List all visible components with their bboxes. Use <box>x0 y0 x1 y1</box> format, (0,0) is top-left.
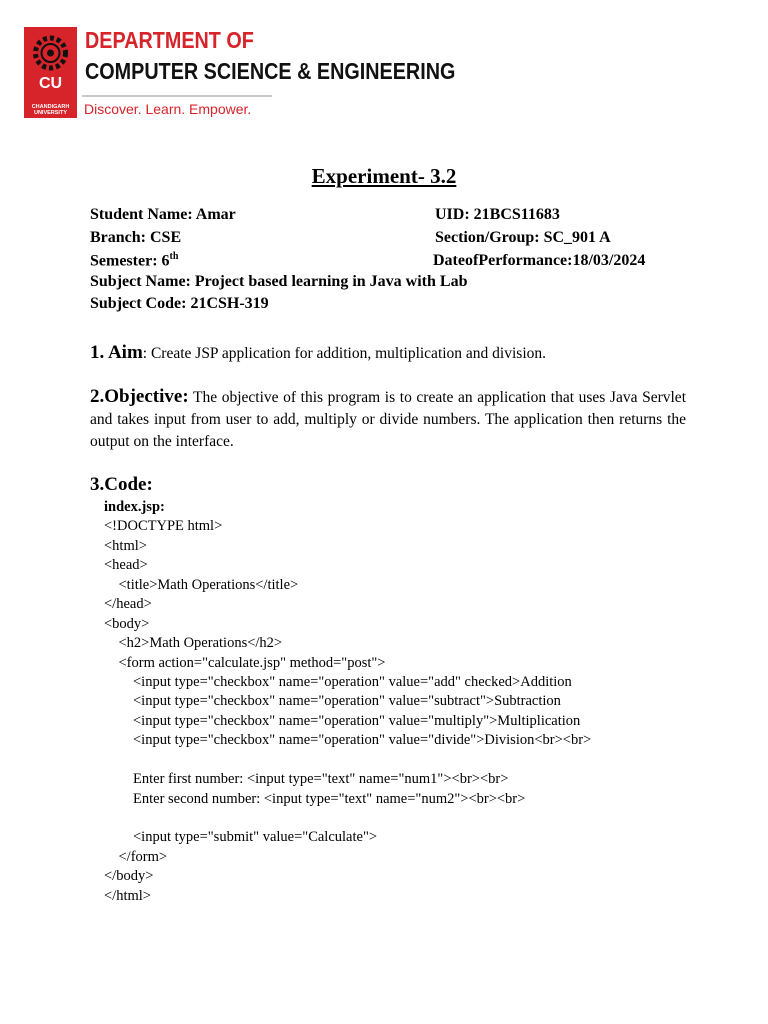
logo-cu-text: CU <box>38 75 63 92</box>
department-title-line1: DEPARTMENT OF <box>85 27 254 53</box>
logo-university-name: CHANDIGARH UNIVERSITY <box>31 104 70 116</box>
code-block <box>104 498 591 906</box>
branch: Branch: CSE <box>90 229 182 246</box>
section-group: Section/Group: SC_901 A <box>435 229 611 246</box>
code-line: <form action="calculate.jsp" method="post"> <box>104 654 386 671</box>
code-line: <html> <box>104 537 147 554</box>
aim-section <box>90 342 686 365</box>
code-line: <input type="checkbox" name="operation" value="multiply">Multiplication <box>104 712 581 729</box>
code-line: <h2>Math Operations</h2> <box>104 635 283 652</box>
code-heading: 3.Code: <box>90 474 153 495</box>
code-lines <box>104 517 591 906</box>
code-line: Enter second number: <input type="text" name="num2"><br><br> <box>104 790 526 807</box>
tagline: Discover. Learn. Empower. <box>84 101 252 117</box>
subject-name: Subject Name: Project based learning in Java with Lab <box>90 273 468 290</box>
department-title-line2: COMPUTER SCIENCE & ENGINEERING <box>85 58 456 84</box>
code-line: <input type="checkbox" name="operation" value="divide">Division<br><br> <box>104 732 592 749</box>
student-name: Student Name: Amar <box>90 206 236 223</box>
code-line: </head> <box>104 596 152 613</box>
objective-text: The objective of this program is to create an application that uses Java Servlet and takes input from user to add, multiply or divide numbers. The application then returns the output on the interface. <box>90 389 686 450</box>
code-line <box>104 751 591 770</box>
code-line: <input type="submit" value="Calculate"> <box>104 829 378 846</box>
semester-suffix: th <box>169 251 179 262</box>
code-line: </form> <box>104 848 168 865</box>
code-filename: index.jsp: <box>104 499 165 515</box>
objective-section <box>90 386 686 453</box>
aim-heading: 1. Aim <box>90 342 143 363</box>
gear-emblem-icon <box>24 29 77 79</box>
header-divider <box>82 95 272 97</box>
code-line: </body> <box>104 868 154 885</box>
subject-code: Subject Code: 21CSH-319 <box>90 295 269 312</box>
semester <box>90 251 178 270</box>
code-line: <input type="checkbox" name="operation" value="subtract">Subtraction <box>104 693 561 710</box>
code-line: <!DOCTYPE html> <box>104 518 223 535</box>
objective-heading: 2.Objective: <box>90 386 189 407</box>
code-section <box>90 474 686 497</box>
aim-text: : Create JSP application for addition, multiplication and division. <box>142 345 547 362</box>
date-of-performance: DateofPerformance:18/03/2024 <box>433 252 646 269</box>
page-title: Experiment- 3.2 <box>311 164 457 188</box>
student-uid: UID: 21BCS11683 <box>435 206 560 223</box>
code-line: Enter first number: <input type="text" name="num1"><br><br> <box>104 771 509 788</box>
code-line: <input type="checkbox" name="operation" value="add" checked>Addition <box>104 673 572 690</box>
code-line: <title>Math Operations</title> <box>104 576 299 593</box>
code-line: </html> <box>104 887 151 904</box>
code-line <box>104 809 591 828</box>
university-logo <box>24 27 77 118</box>
code-line: <head> <box>104 557 148 574</box>
code-line: <body> <box>104 615 150 632</box>
semester-label: Semester: 6 <box>90 252 170 270</box>
